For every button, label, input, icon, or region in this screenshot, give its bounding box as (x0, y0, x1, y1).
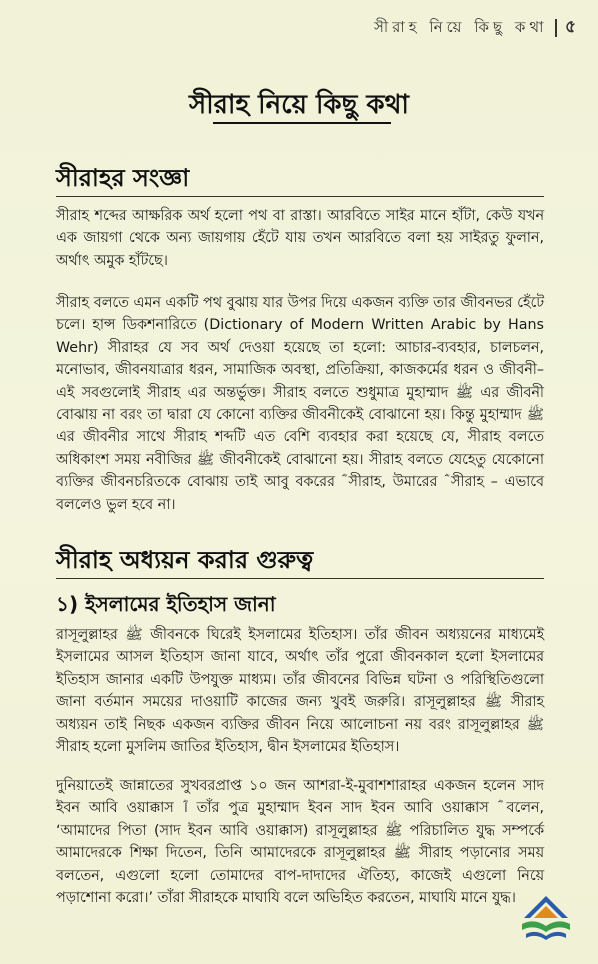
page-number: ৫ (564, 17, 576, 37)
section-rule (56, 578, 544, 579)
running-header-title: সীরাহ নিয়ে কিছু কথা (373, 17, 548, 36)
chapter-title-underline (213, 122, 391, 124)
subsection-heading: ১) ইসলামের ইতিহাস জানা (56, 592, 276, 616)
header-divider (555, 19, 557, 37)
paragraph: দুনিয়াতেই জান্নাতের সুখবরপ্রাপ্ত ১০ জন আশরা-ই-মুবাশশারাহর একজন হলেন সাদ ইবন আবি ওয়াক্কাস ؓ। তাঁর পুত্র মুহাম্মাদ ইবন সাদ ইবন আবি ওয়াক্কাস ؓ বলেন, ‘আমাদের পিতা (সাদ ইবন আবি ওয়াক্কাস) রাসূলুল্লাহর ﷺ পরিচালিত যুদ্ধ সম্পর্কে আমাদেরকে শিক্ষা দিতেন, তিনি আমাদেরকে রাসূলুল্লাহর ﷺ সীরাহ পড়ানোর সময় বলতেন, এগুলো হলো তোমাদের বাপ-দাদাদের ঐতিহ্য, কাজেই এগুলো নিয়ে পড়াশোনা করো।’ তাঁরা সীরাহকে মাঘাযি বলে অভিহিত করতেন, মাঘাযি মানে যুদ্ধ। (56, 778, 544, 907)
paragraph: সীরাহ শব্দের আক্ষরিক অর্থ হলো পথ বা রাস্তা। আরবিতে সাইর মানে হাঁটা, কেউ যখন এক জায়গা থেকে অন্য জায়গায় হেঁটে যায় তখন আরবিতে বলা হয় সাইরতু ফুলান, অর্থাৎ অমুক হাঁটছে। (56, 208, 544, 269)
paragraph: রাসূলুল্লাহর ﷺ জীবনকে ঘিরেই ইসলামের ইতিহাস। তাঁর জীবন অধ্যয়নের মাধ্যমেই ইসলামের আসল ইতিহাস জানা যাবে, অর্থাৎ তাঁর পুরো জীবনকাল হলো ইসলামের ইতিহাস জানার একটি উপযুক্ত মাধ্যম। তাঁর জীবনের বিভিন্ন ঘটনা ও পরিস্থিতিগুলো জানা বর্তমান সময়ের দাওয়াটি কাজের জন্য খুবই জরুরি। রাসূলুল্লাহর ﷺ সীরাহ অধ্যয়ন তাই নিছক একজন ব্যক্তির জীবন নিয়ে আলোচনা নয় বরং রাসূলুল্লাহর ﷺ সীরাহ হলো মুসলিম জাতির ইতিহাস, দ্বীন ইসলামের ইতিহাস। (56, 627, 545, 756)
paragraph: সীরাহ বলতে এমন একটি পথ বুঝায় যার উপর দিয়ে একজন ব্যক্তি তার জীবনভর হেঁটে চলে। হান্স ডিকশনারিতে (Dictionary of Modern Written Arabic by Hans Wehr) সীরাহর যে সব অর্থ দেওয়া হয়েছে তা হলো: আচার-ব্যবহার, চালচলন, মনোভাব, জীবনযাত্রার ধরন, সামাজিক অবস্থা, প্রতিক্রিয়া, কাজকর্মের ধরন ও জীবনী–এই সবগুলোই সীরাহ এর অন্তর্ভুক্ত। সীরাহ বলতে শুধুমাত্র মুহাম্মাদ ﷺ এর জীবনী বোঝায় না বরং তা দ্বারা যে কোনো ব্যক্তির জীবনীকেই বোঝানো হয়। কিন্তু মুহাম্মাদ ﷺ এর জীবনীর সাথে সীরাহ শব্দটি এত বেশি ব্যবহার করা হয়েছে যে, সীরাহ বলতে অধিকাংশ সময় নবীজির ﷺ জীবনীকেই বোঝানো হয়। সীরাহ বলতে যেহেতু যেকোনো ব্যক্তির জীবনচরিতকে বোঝায় তাই আবু বকরের ؓ সীরাহ, উমারের ؓ সীরাহ – এভাবে বললেও ভুল হবে না। (56, 295, 544, 513)
section-heading-definition: সীরাহর সংজ্ঞা (56, 164, 190, 192)
section-rule (56, 196, 544, 197)
chapter-title: সীরাহ নিয়ে কিছু কথা (189, 90, 409, 120)
book-publisher-logo-icon (516, 892, 576, 948)
running-header (374, 14, 576, 42)
section-heading-importance: সীরাহ অধ্যয়ন করার গুরুত্ব (56, 546, 314, 574)
